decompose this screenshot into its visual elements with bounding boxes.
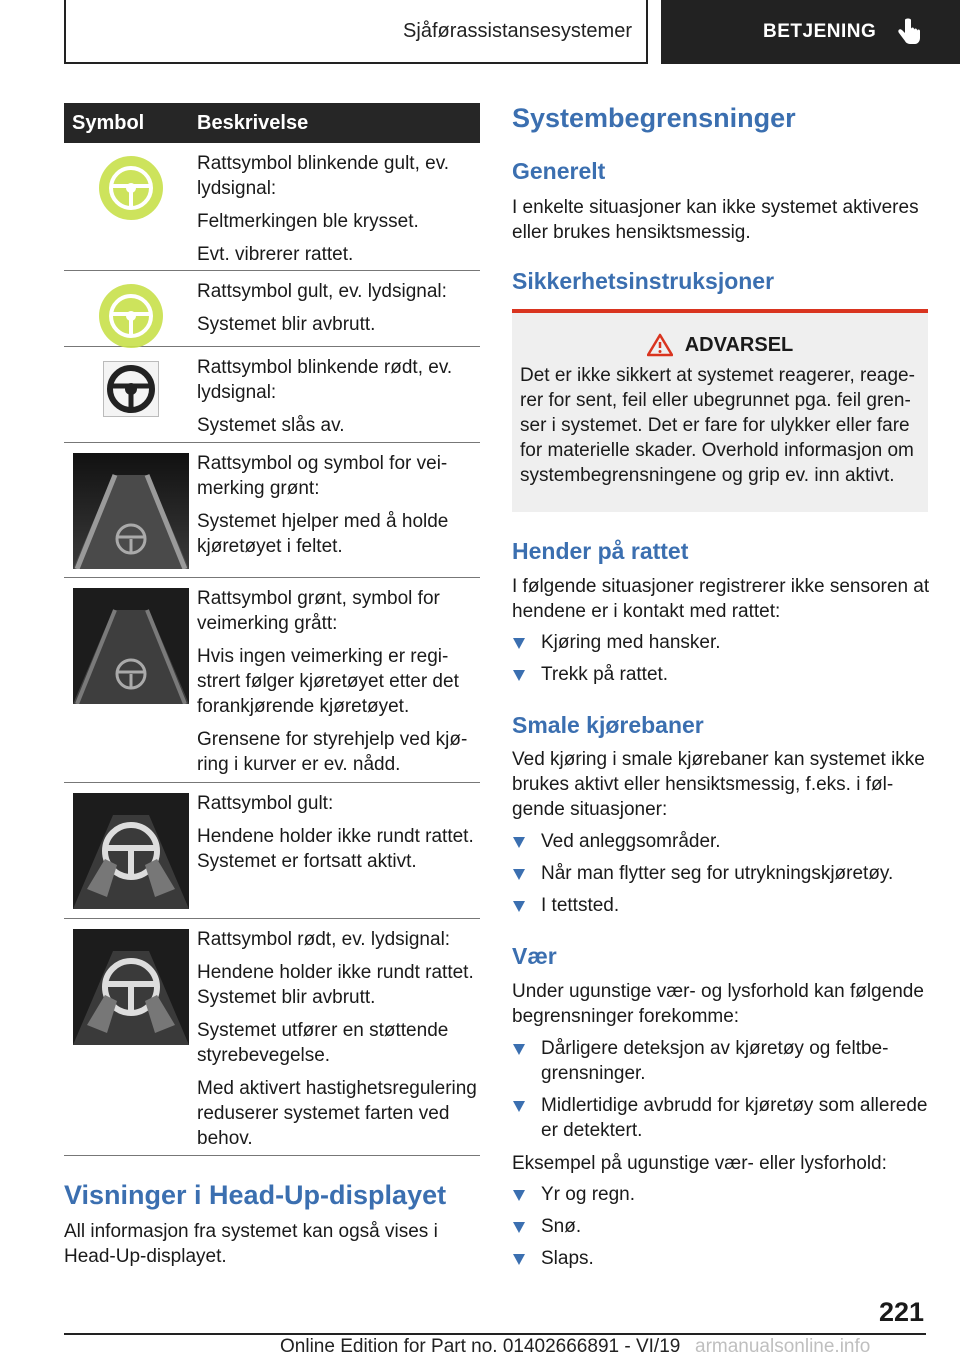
symbol-table bbox=[64, 103, 480, 1156]
row-line: Hendene holder ikke rundt rattet. Systemet blir avbrutt. bbox=[197, 962, 474, 1008]
eksempel-list bbox=[513, 1182, 933, 1278]
table-row bbox=[64, 347, 480, 443]
row-line: Rattsymbol og symbol for veimerking grønt: bbox=[197, 453, 448, 499]
steering-wheel-red-blinking-icon bbox=[103, 361, 159, 417]
section-header bbox=[64, 0, 648, 64]
steering-wheel-yellow-icon bbox=[96, 281, 166, 351]
hender-list bbox=[513, 630, 933, 694]
vaer-text: Under ugunstige vær- og lysforhold kan følgende begrensninger forekomme: bbox=[512, 981, 924, 1027]
list-item: Kjøring med hansker. bbox=[513, 630, 933, 655]
steering-wheel-yellow-blinking-icon bbox=[96, 153, 166, 223]
row-line: Hvis ingen veimerking er registrert følger kjøretøyet etter det forankjørende kjøretøyet. bbox=[197, 646, 459, 717]
list-item: Ved anleggsområder. bbox=[513, 829, 933, 854]
lane-grey-icon bbox=[73, 588, 189, 704]
warning-text: Det er ikke sikkert at systemet reagerer, reagerer for sent, feil eller ubegrunnet pga. feil grenser i systemet. Det er fare for ulykker eller fare for materielle skader. Overhold informasjon om systembegrensningene og grip ev. inn aktivt. bbox=[520, 365, 915, 486]
warning-label: ADVARSEL bbox=[684, 333, 794, 356]
chapter-tab bbox=[661, 0, 960, 64]
row-line: Grensene for styrehjelp ved kjøring i kurver er ev. nådd. bbox=[197, 729, 468, 775]
list-item: I tettsted. bbox=[513, 893, 933, 918]
edition-text: Online Edition for Part no. 01402666891 - VI/19 bbox=[280, 1336, 681, 1357]
bullet-icon bbox=[513, 837, 525, 848]
footer-divider bbox=[64, 1333, 926, 1335]
row-line: Systemet utfører en støttende styrebevegelse. bbox=[197, 1020, 449, 1066]
bullet-icon bbox=[513, 670, 525, 681]
bullet-icon bbox=[513, 1190, 525, 1201]
list-item: Yr og regn. bbox=[513, 1182, 933, 1207]
table-row bbox=[64, 578, 480, 783]
bullet-icon bbox=[513, 901, 525, 912]
hender-text: I følgende situasjoner registrerer ikke sensoren at hendene er i kontakt med rattet: bbox=[512, 576, 930, 622]
table-row bbox=[64, 143, 480, 271]
chapter-title: BETJENING bbox=[763, 21, 877, 42]
bullet-icon bbox=[513, 1044, 525, 1055]
row-line: Rattsymbol rødt, ev. lydsignal: bbox=[197, 929, 451, 950]
col-description: Beskrivelse bbox=[197, 111, 309, 134]
row-line: Med aktivert hastighetsregulering reduserer systemet farten ved behov. bbox=[197, 1078, 477, 1149]
row-line: Rattsymbol gult: bbox=[197, 793, 334, 814]
list-item: Trekk på rattet. bbox=[513, 662, 933, 687]
row-line: Feltmerkingen ble krysset. bbox=[197, 211, 419, 232]
hud-title: Visninger i Head-Up-displayet bbox=[64, 1180, 447, 1210]
generelt-title: Generelt bbox=[512, 158, 606, 184]
row-line: Rattsymbol blinkende gult, ev. lydsignal: bbox=[197, 153, 450, 199]
smale-text: Ved kjøring i smale kjørebaner kan systemet ikke brukes aktivt eller hensiktsmessig, f.eks. i følgende situasjoner: bbox=[512, 749, 925, 820]
hand-pointer-icon bbox=[896, 18, 922, 46]
list-item: Når man flytter seg for utrykningskjøretøy. bbox=[513, 861, 933, 886]
bullet-icon bbox=[513, 869, 525, 880]
bullet-icon bbox=[513, 1222, 525, 1233]
row-line: Evt. vibrerer rattet. bbox=[197, 244, 354, 265]
hender-title: Hender på rattet bbox=[512, 538, 689, 564]
page-number: 221 bbox=[878, 1297, 924, 1327]
row-line: Rattsymbol grønt, symbol for veimerking grått: bbox=[197, 588, 440, 634]
row-line: Rattsymbol gult, ev. lydsignal: bbox=[197, 281, 447, 302]
bullet-icon bbox=[513, 638, 525, 649]
vaer-list bbox=[513, 1036, 933, 1150]
sikkerhet-title: Sikkerhetsinstruksjoner bbox=[512, 268, 775, 294]
table-row bbox=[64, 919, 480, 1156]
page-title: Systembegrensninger bbox=[512, 103, 796, 133]
row-line: Systemet blir avbrutt. bbox=[197, 314, 376, 335]
table-header bbox=[64, 103, 480, 143]
list-item: Dårligere deteksjon av kjøretøy og feltbegrensninger. bbox=[513, 1036, 933, 1086]
watermark: armanualsonline.info bbox=[695, 1336, 871, 1357]
smale-title: Smale kjørebaner bbox=[512, 712, 704, 738]
hands-on-wheel-yellow-icon bbox=[73, 793, 189, 909]
table-row bbox=[64, 443, 480, 578]
row-line: Rattsymbol blinkende rødt, ev. lydsignal: bbox=[197, 357, 453, 403]
list-item: Snø. bbox=[513, 1214, 933, 1239]
vaer-title: Vær bbox=[512, 943, 557, 969]
list-item: Slaps. bbox=[513, 1246, 933, 1271]
warning-triangle-icon bbox=[647, 333, 673, 357]
lane-green-icon bbox=[73, 453, 189, 569]
smale-list bbox=[513, 829, 933, 925]
eksempel-text: Eksempel på ugunstige vær- eller lysforhold: bbox=[512, 1153, 887, 1174]
warning-box bbox=[512, 309, 928, 512]
section-title: Sjåførassistansesystemer bbox=[403, 19, 632, 42]
table-row bbox=[64, 783, 480, 919]
bullet-icon bbox=[513, 1254, 525, 1265]
hud-text: All informasjon fra systemet kan også vises i Head-Up-displayet. bbox=[64, 1221, 438, 1267]
generelt-text: I enkelte situasjoner kan ikke systemet aktiveres eller brukes hensiktsmessig. bbox=[512, 197, 919, 243]
hands-on-wheel-red-icon bbox=[73, 929, 189, 1045]
row-line: Systemet hjelper med å holde kjøretøyet i feltet. bbox=[197, 511, 449, 557]
bullet-icon bbox=[513, 1101, 525, 1112]
list-item: Midlertidige avbrudd for kjøretøy som allerede er detektert. bbox=[513, 1093, 933, 1143]
table-row bbox=[64, 271, 480, 347]
row-line: Systemet slås av. bbox=[197, 415, 345, 436]
col-symbol: Symbol bbox=[72, 111, 145, 134]
row-line: Hendene holder ikke rundt rattet. Systemet er fortsatt aktivt. bbox=[197, 826, 474, 872]
